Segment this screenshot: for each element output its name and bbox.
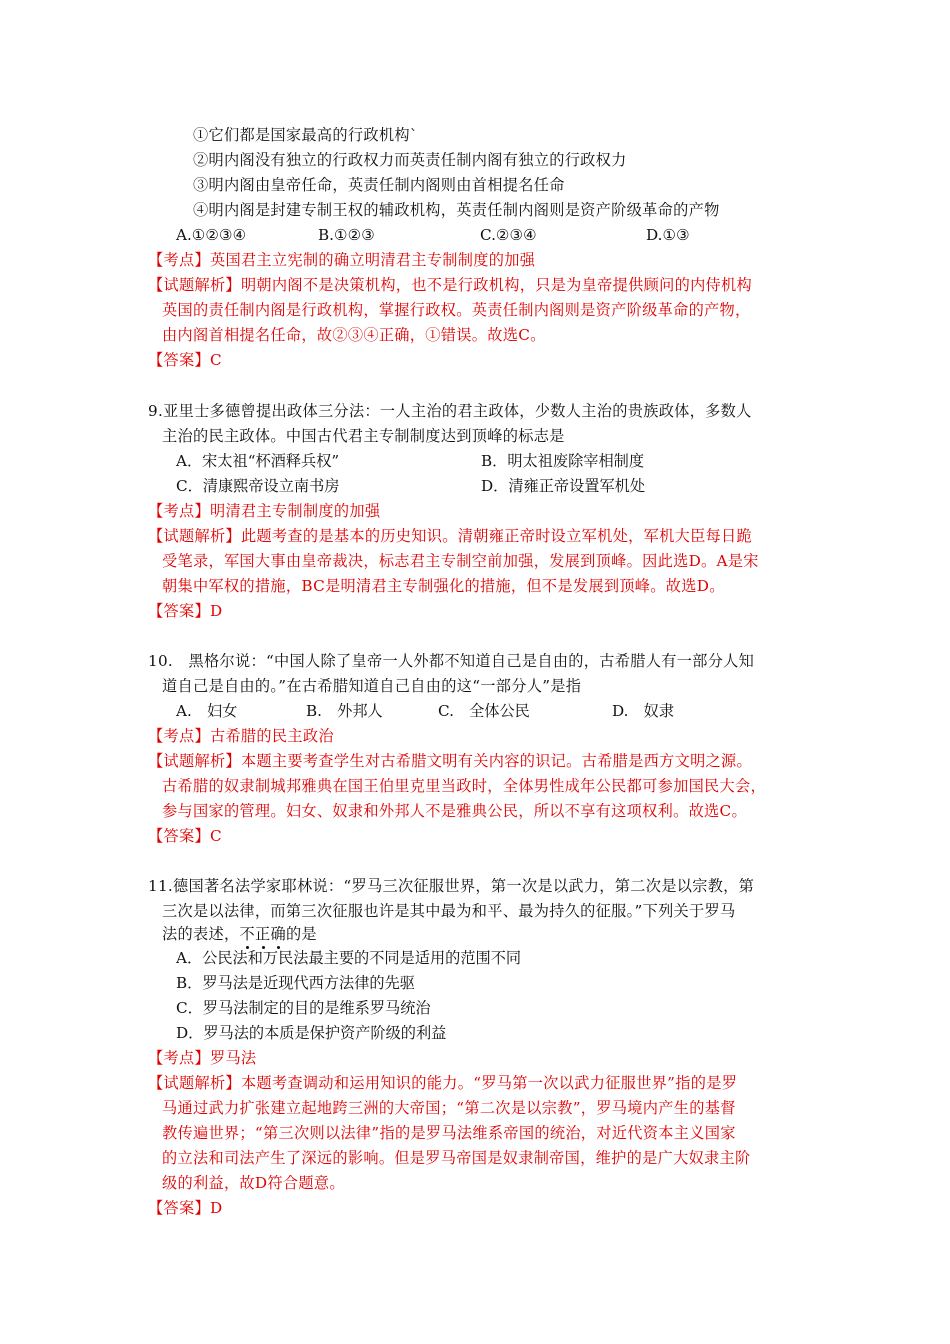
q10-option-d: D. 奴隶 bbox=[612, 702, 675, 720]
q10-jiexi-line-2: 古希腊的奴隶制城邦雅典在国王伯里克里当政时，全体男性成年公民都可参加国民大会， bbox=[162, 777, 767, 795]
q10-stem-line-2: 道自己是自由的。”在古希腊知道自己自由的这“一部分人”是指 bbox=[162, 677, 582, 695]
jiexi-label: 【试题解析】 bbox=[148, 527, 241, 545]
q9-stem-line-2: 主治的民主政体。中国古代君主专制制度达到顶峰的标志是 bbox=[162, 427, 565, 445]
q9-answer bbox=[148, 601, 222, 621]
emphasis-char: 正 bbox=[254, 925, 271, 943]
q9-jiexi-line-3: 朝集中军权的措施，BC是明清君主专制强化的措施，但不是发展到顶峰。故选D。 bbox=[162, 577, 725, 595]
q10-option-a: A. 妇女 bbox=[176, 702, 238, 720]
q8-option-b: B.①②③ bbox=[318, 226, 375, 244]
answer-value: D bbox=[209, 602, 223, 620]
kaodian-text: 英国君主立宪制的确立明清君主专制制度的加强 bbox=[209, 251, 536, 269]
q10-kaodian bbox=[148, 726, 334, 746]
q11-option-a: A．公民法和万民法最主要的不同是适用的范围不同 bbox=[176, 949, 522, 967]
q8-option-c: C.②③④ bbox=[480, 226, 537, 244]
q8-jiexi-line-1 bbox=[148, 275, 752, 295]
answer-label: 【答案】 bbox=[148, 827, 210, 845]
jiexi-text: 本题考查调动和运用知识的能力。“罗马第一次以武力征服世界”指的是罗 bbox=[240, 1074, 738, 1092]
q11-answer bbox=[148, 1198, 222, 1218]
answer-label: 【答案】 bbox=[148, 1199, 210, 1217]
jiexi-text: 本题主要考查学生对古希腊文明有关内容的识记。古希腊是西方文明之源。 bbox=[240, 752, 753, 770]
q8-kaodian bbox=[148, 250, 535, 270]
q8-jiexi-line-3: 由内阁首相提名任命，故②③④正确，①错误。故选C。 bbox=[162, 326, 546, 344]
answer-value: C bbox=[209, 351, 222, 369]
jiexi-label: 【试题解析】 bbox=[148, 276, 241, 294]
q10-answer bbox=[148, 826, 222, 846]
q11-jiexi-line-4: 的立法和司法产生了深远的影响。但是罗马帝国是奴隶制帝国，维护的是广大奴隶主阶 bbox=[162, 1149, 751, 1167]
q11-stem-line-3 bbox=[162, 924, 317, 944]
kaodian-text: 明清君主专制制度的加强 bbox=[209, 502, 381, 520]
q9-jiexi-line-2: 受笔录，军国大事由皇帝裁决，标志君主专制空前加强，发展到顶峰。因此选D。A是宋 bbox=[162, 552, 759, 570]
q8-statement-1: ①它们都是国家最高的行政机构` bbox=[193, 126, 418, 144]
q11-option-d: D．罗马法的本质是保护资产阶级的利益 bbox=[176, 1024, 447, 1042]
answer-label: 【答案】 bbox=[148, 351, 210, 369]
q8-option-a: A.①②③④ bbox=[176, 226, 247, 244]
stem-prefix: 法的表述， bbox=[162, 925, 240, 943]
kaodian-label: 【考点】 bbox=[148, 502, 210, 520]
kaodian-label: 【考点】 bbox=[148, 1049, 210, 1067]
emphasis-char: 不 bbox=[239, 925, 255, 943]
q9-option-c: C．清康熙帝设立南书房 bbox=[176, 477, 340, 495]
kaodian-label: 【考点】 bbox=[148, 251, 210, 269]
q11-jiexi-line-2: 马通过武力扩张建立起地跨三洲的大帝国；“第二次是以宗教”，罗马境内产生的基督 bbox=[162, 1099, 736, 1117]
q9-option-b: B．明太祖废除宰相制度 bbox=[481, 452, 645, 470]
emphasis-char: 确 bbox=[270, 925, 286, 943]
q9-stem-line-1: 9.亚里士多德曾提出政体三分法：一人主治的君主政体，少数人主治的贵族政体，多数人 bbox=[148, 402, 752, 420]
answer-value: D bbox=[209, 1199, 223, 1217]
kaodian-label: 【考点】 bbox=[148, 727, 210, 745]
q11-stem-line-2: 三次是以法律，而第三次征服也许是其中最为和平、最为持久的征服。”下列关于罗马 bbox=[162, 902, 736, 920]
answer-label: 【答案】 bbox=[148, 602, 210, 620]
jiexi-label: 【试题解析】 bbox=[148, 1074, 241, 1092]
q8-statement-3: ③明内阁由皇帝任命，英责任制内阁则由首相提名任命 bbox=[193, 176, 565, 194]
q11-stem-line-1: 11.德国著名法学家耶林说：“罗马三次征服世界，第一次是以武力，第二次是以宗教，第 bbox=[148, 877, 755, 895]
q11-jiexi-line-1 bbox=[148, 1073, 737, 1093]
q11-option-c: C．罗马法制定的目的是维系罗马统治 bbox=[176, 999, 431, 1017]
stem-suffix: 的是 bbox=[285, 925, 317, 943]
q10-stem-line-1: 10. 黑格尔说：“中国人除了皇帝一人外都不知道自己是自由的，古希腊人有一部分人知 bbox=[148, 652, 755, 670]
q11-jiexi-line-5: 级的利益，故D符合题意。 bbox=[162, 1174, 345, 1192]
q10-jiexi-line-3: 参与国家的管理。妇女、奴隶和外邦人不是雅典公民，所以不享有这项权利。故选C。 bbox=[162, 802, 747, 820]
q11-kaodian bbox=[148, 1048, 256, 1068]
q9-option-a: A．宋太祖“杯酒释兵权” bbox=[176, 452, 340, 470]
q10-option-c: C. 全体公民 bbox=[438, 702, 530, 720]
q9-option-d: D．清雍正帝设置军机处 bbox=[481, 477, 646, 495]
q8-answer bbox=[148, 350, 222, 370]
kaodian-text: 古希腊的民主政治 bbox=[209, 727, 334, 745]
jiexi-label: 【试题解析】 bbox=[148, 752, 241, 770]
jiexi-text: 此题考查的是基本的历史知识。清朝雍正帝时设立军机处，军机大臣每日跪 bbox=[240, 527, 753, 545]
q10-option-b: B. 外邦人 bbox=[306, 702, 383, 720]
q11-jiexi-line-3: 教传遍世界；“第三次则以法律”指的是罗马法维系帝国的统治，对近代资本主义国家 bbox=[162, 1124, 736, 1142]
q11-option-b: B．罗马法是近现代西方法律的先驱 bbox=[176, 974, 415, 992]
q8-statement-2: ②明内阁没有独立的行政权力而英责任制内阁有独立的行政权力 bbox=[193, 151, 627, 169]
kaodian-text: 罗马法 bbox=[209, 1049, 257, 1067]
q8-jiexi-line-2: 英国的责任制内阁是行政机构，掌握行政权。英责任制内阁则是资产阶级革命的产物， bbox=[162, 301, 751, 319]
jiexi-text: 明朝内阁不是决策机构，也不是行政机构，只是为皇帝提供顾问的内侍机构 bbox=[240, 276, 753, 294]
q8-option-d: D.①③ bbox=[646, 226, 690, 244]
q10-jiexi-line-1 bbox=[148, 751, 752, 771]
q9-jiexi-line-1 bbox=[148, 526, 752, 546]
answer-value: C bbox=[209, 827, 222, 845]
q9-kaodian bbox=[148, 501, 380, 521]
q8-statement-4: ④明内阁是封建专制王权的辅政机构，英责任制内阁则是资产阶级革命的产物 bbox=[193, 201, 720, 219]
